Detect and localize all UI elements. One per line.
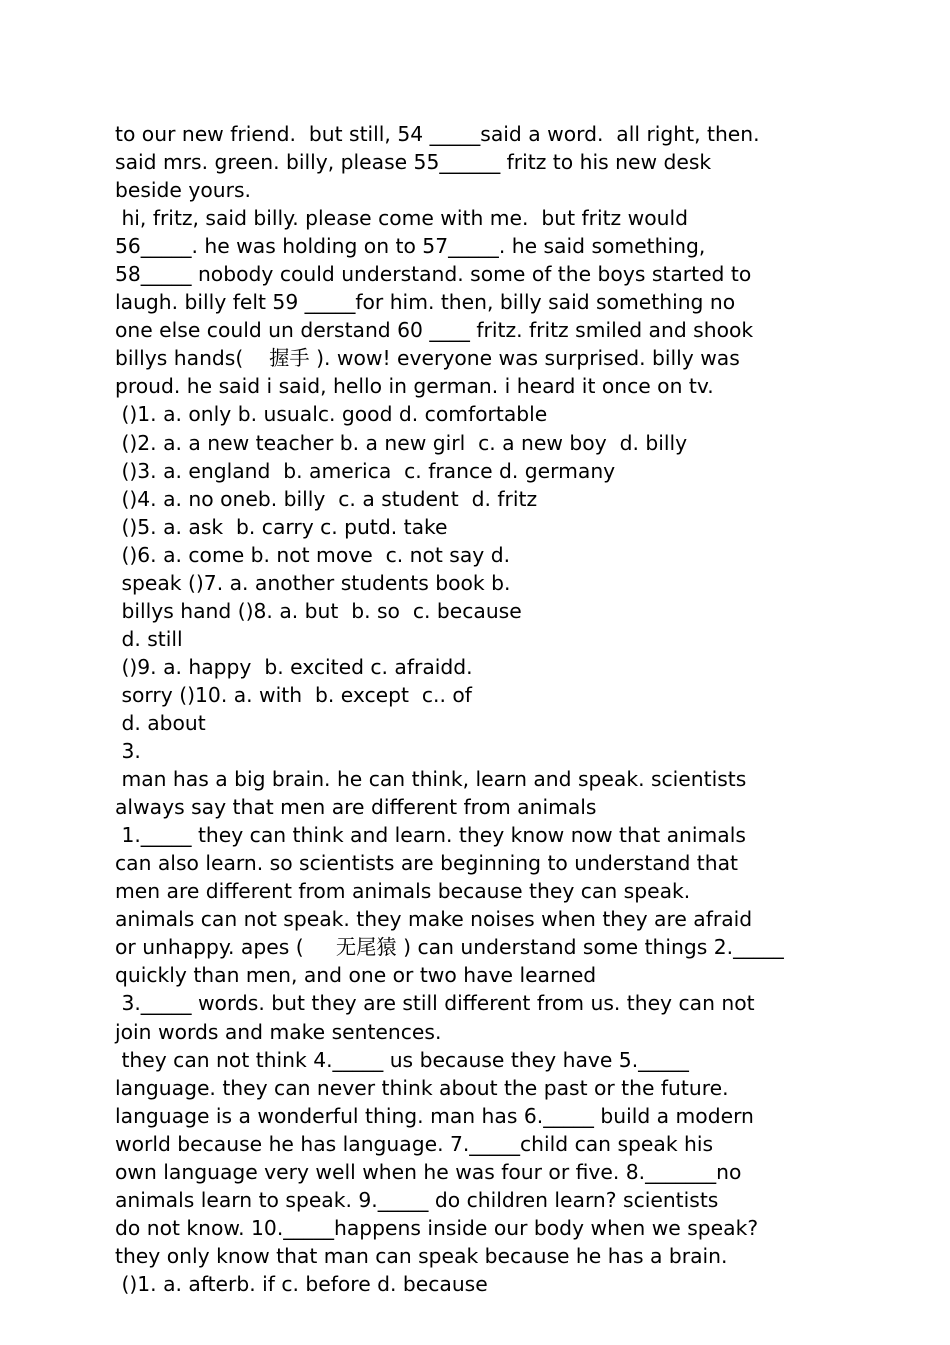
text-line: 3._____ words. but they are still different from us. they can not <box>115 991 755 1016</box>
text-line: 58_____ nobody could understand. some of the boys started to <box>115 262 752 287</box>
option-line: d. about <box>115 710 206 735</box>
text-line: said mrs. green. billy, please 55______ fritz to his new desk <box>115 150 712 175</box>
option-line: sorry ()10. a. with b. except c.. of <box>115 682 472 707</box>
text-line: hi, fritz, said billy. please come with me. but fritz would <box>115 206 689 231</box>
text-line: they only know that man can speak because he has a brain. <box>115 1243 728 1268</box>
text-line: own language very well when he was four or five. 8._______no <box>115 1159 742 1184</box>
text-line: can also learn. so scientists are beginning to understand that <box>115 851 738 876</box>
text-line: proud. he said i said, hello in german. i heard it once on tv. <box>115 374 714 399</box>
option-line: ()1. a. only b. usualc. good d. comfortable <box>115 402 548 427</box>
section-number: 3. <box>115 739 141 764</box>
option-line: ()1. a. afterb. if c. before d. because <box>115 1271 488 1296</box>
text-line: laugh. billy felt 59 _____for him. then, billy said something no <box>115 290 736 315</box>
text-line: billys hands( 握手 ). wow! everyone was surprised. billy was <box>115 346 740 371</box>
option-line: d. still <box>115 626 183 651</box>
text-line: 1._____ they can think and learn. they know now that animals <box>115 823 746 848</box>
text-line: man has a big brain. he can think, learn and speak. scientists <box>115 767 747 792</box>
text-line: world because he has language. 7._____child can speak his <box>115 1131 714 1156</box>
text-line: men are different from animals because they can speak. <box>115 879 691 904</box>
text-line: one else could un derstand 60 ____ fritz. fritz smiled and shook <box>115 318 754 343</box>
text-line: 56_____. he was holding on to 57_____. he said something, <box>115 234 706 259</box>
text-line: language. they can never think about the past or the future. <box>115 1075 729 1100</box>
option-line: ()4. a. no oneb. billy c. a student d. fritz <box>115 486 538 511</box>
option-line: ()6. a. come b. not move c. not say d. <box>115 542 511 567</box>
text-line: join words and make sentences. <box>115 1019 442 1044</box>
text-line: do not know. 10._____happens inside our body when we speak? <box>115 1215 759 1240</box>
text-line: to our new friend. but still, 54 _____said a word. all right, then. <box>115 122 760 146</box>
option-line: ()2. a. a new teacher b. a new girl c. a new boy d. billy <box>115 430 688 455</box>
text-line: animals learn to speak. 9._____ do children learn? scientists <box>115 1187 719 1212</box>
text-line: language is a wonderful thing. man has 6._____ build a modern <box>115 1103 754 1128</box>
option-line: speak ()7. a. another students book b. <box>115 570 511 595</box>
text-line: or unhappy. apes ( 无尾猿 ) can understand some things 2._____ <box>115 935 784 960</box>
text-line: animals can not speak. they make noises when they are afraid <box>115 907 753 932</box>
text-line: quickly than men, and one or two have learned <box>115 963 597 988</box>
text-line: beside yours. <box>115 178 251 203</box>
option-line: ()3. a. england b. america c. france d. germany <box>115 458 616 483</box>
option-line: ()5. a. ask b. carry c. putd. take <box>115 514 448 539</box>
text-line: always say that men are different from animals <box>115 795 597 820</box>
option-line: ()9. a. happy b. excited c. afraidd. <box>115 654 473 679</box>
document-text <box>115 120 845 1298</box>
option-line: billys hand ()8. a. but b. so c. because <box>115 598 522 623</box>
text-line: they can not think 4._____ us because they have 5._____ <box>115 1047 689 1072</box>
